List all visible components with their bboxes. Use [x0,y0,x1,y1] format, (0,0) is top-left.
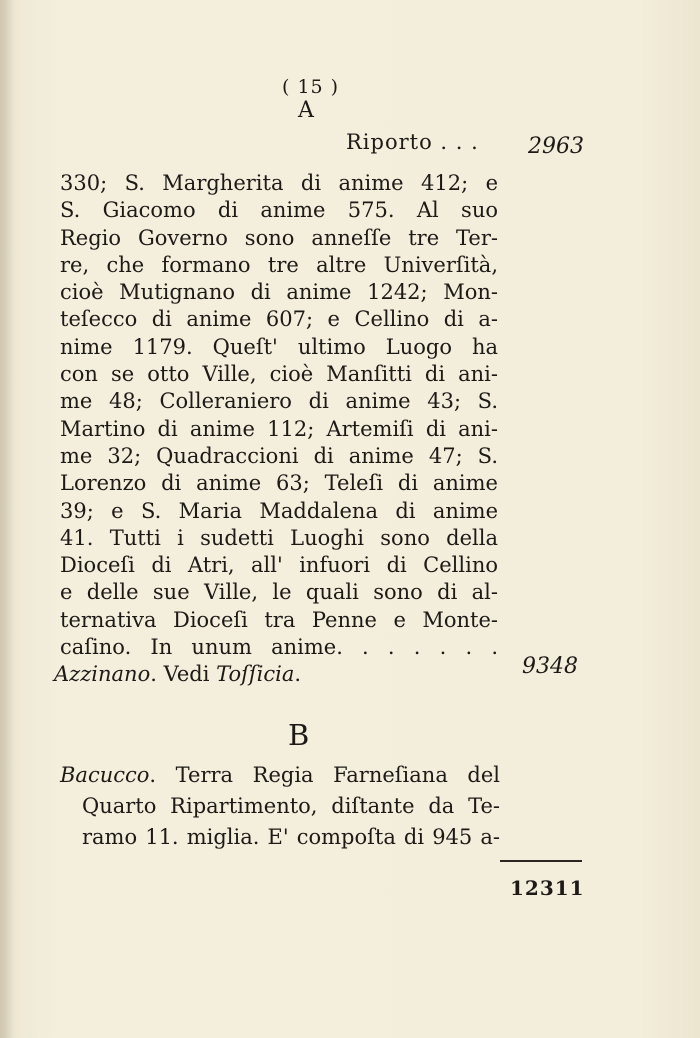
carry-forward-total: 12311 [510,876,585,900]
text-line: nime 1179. Queſt' ultimo Luogo ha [60,334,498,359]
section-letter-b: B [288,718,310,752]
text-line: 330; S. Margherita di anime 412; e [60,171,498,195]
text-line: Quarto Ripartimento, diſtante da Te- [82,794,500,818]
section-letter-a: A [298,98,314,123]
azzinano-entry [54,661,498,688]
text-line: caſino. In unum anime. . . . . . . [60,635,498,660]
azzinano-text: . Vedi [150,662,217,687]
text-line: Lorenzo di anime 63; Teleſi di anime [60,471,498,496]
page-gutter [0,0,14,1038]
text-line: me 32; Quadraccioni di anime 47; S. [60,443,498,468]
azzinano-ref: Toſſicia [216,662,295,687]
text-line: Dioceſi di Atri, all' infuori di Cellino [60,553,498,578]
text-line: re, che formano tre altre Univerſità, [60,252,498,277]
riporto-label: Riporto . . . [346,130,479,154]
entry-continuation [54,170,498,689]
text-line: cioè Mutignano di anime 1242; Mon- [60,280,498,305]
text-line: e delle sue Ville, le quali sono di al- [60,580,498,605]
riporto-value: 2963 [528,134,584,159]
text-line: ramo 11. miglia. E' compoſta di 945 a- [82,825,500,849]
text-line: teſecco di anime 607; e Cellino di a- [60,307,498,332]
entry-total: 9348 [522,654,578,679]
bacucco-first-text: . Terra Regia Farneſiana del [149,763,500,787]
azzinano-end: . [294,662,302,687]
text-line: me 48; Colleraniero di anime 43; S. [60,389,498,414]
entry-bacucco [60,760,500,853]
text-line: 41. Tutti i sudetti Luoghi sono della [60,525,498,550]
text-line: Martino di anime 112; Artemiſi di ani- [60,416,498,441]
page-number: ( 15 ) [282,76,340,98]
text-line: ternativa Dioceſi tra Penne e Monte- [60,607,498,632]
bacucco-first-line [60,760,500,791]
text-line: Regio Governo sono anneſſe tre Ter- [60,225,498,250]
headword-bacucco: Bacucco [60,763,150,787]
text-line: 39; e S. Maria Maddalena di anime [60,498,498,523]
headword-azzinano: Azzinano [54,662,151,687]
text-line: S. Giacomo di anime 575. Al suo [60,198,498,223]
sum-rule [500,860,582,862]
text-line: con se otto Ville, cioè Manſitti di ani- [60,362,498,387]
